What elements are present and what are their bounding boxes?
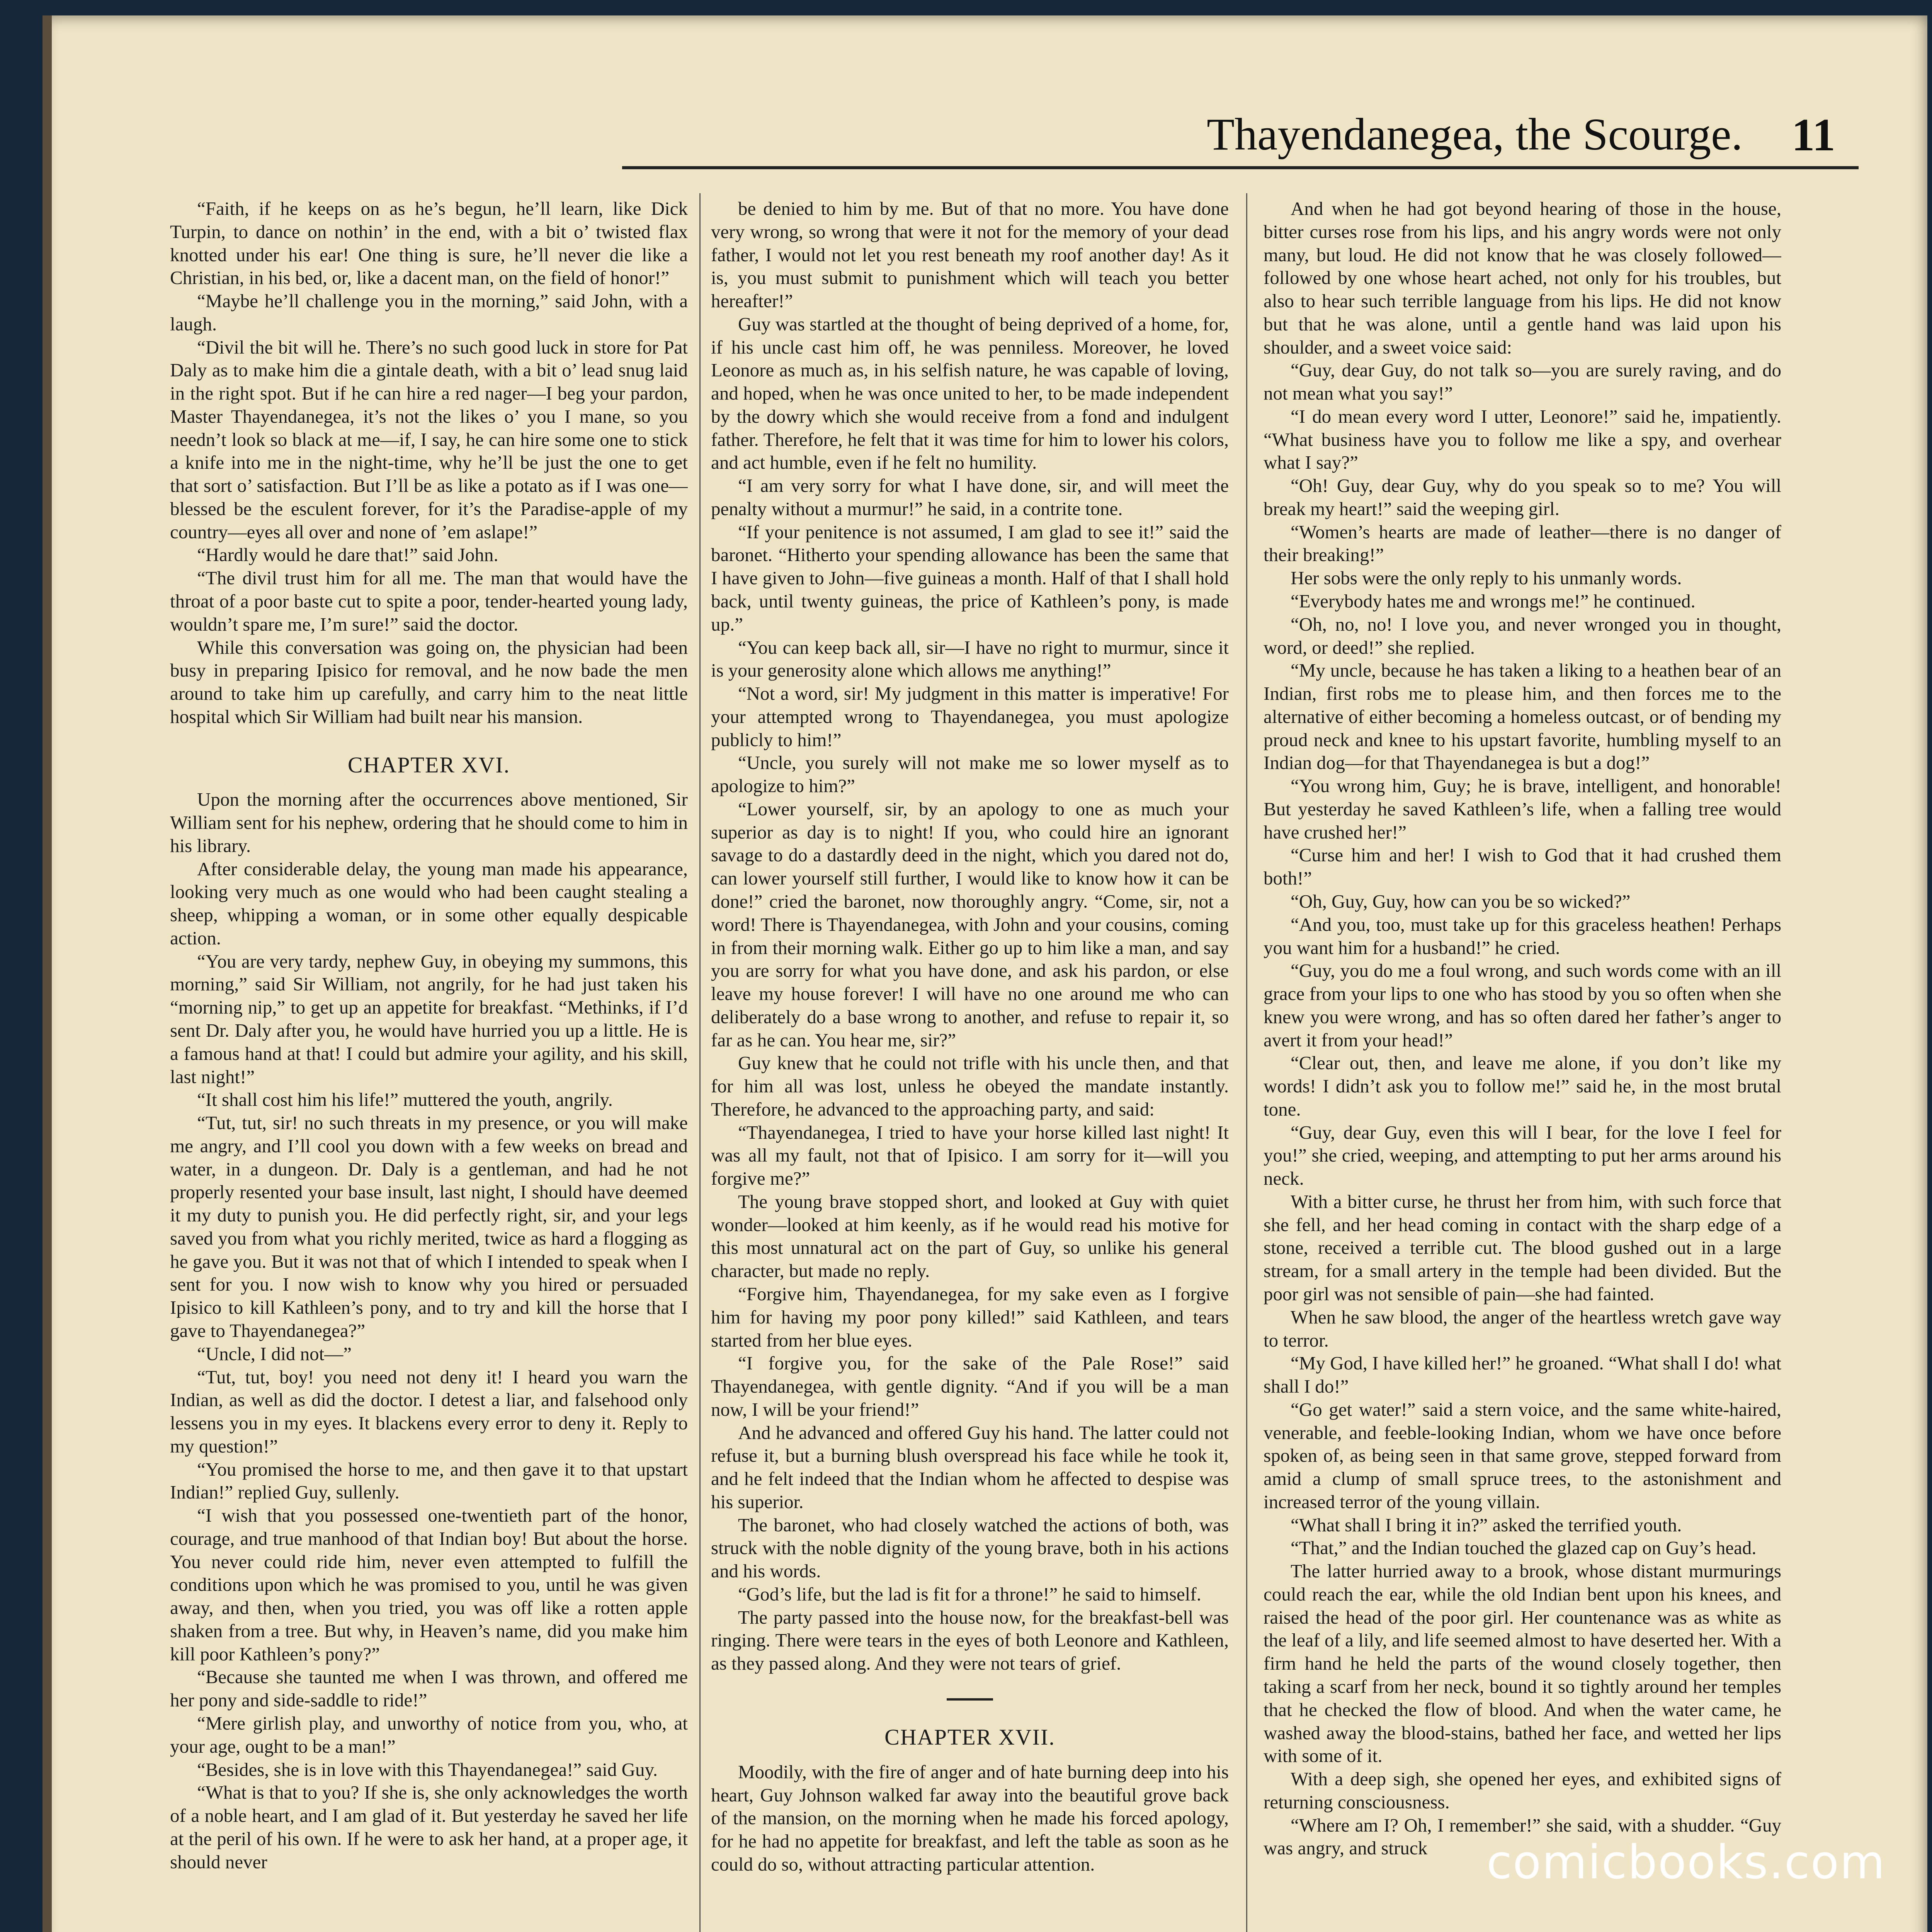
paragraph: “Oh, no, no! I love you, and never wronged you in thought, word, or deed!” she replied. <box>1264 613 1781 658</box>
paragraph: After considerable delay, the young man made his appearance, looking very much as one would who had been caught stealing a sheep, whipping a woman, or in some other equally despicable action. <box>170 858 688 949</box>
paragraph: “Hardly would he dare that!” said John. <box>197 544 498 566</box>
paragraph: “You can keep back all, sir—I have no right to murmur, since it is your generosity alone which allows me anything!” <box>711 636 1229 681</box>
paragraph: “Go get water!” said a stern voice, and the same white-haired, venerable, and feeble-looking Indian, whom we have once before spoken of, as being seen in that same grove, stepped forward from amid a clump of small spruce trees, to the astonishment and increased terror of the young villain. <box>1264 1398 1781 1512</box>
paragraph: And he advanced and offered Guy his hand. The latter could not refuse it, but a burning blush overspread his face while he took it, and he felt indeed that the Indian whom he affected to despise was his superior. <box>711 1422 1229 1512</box>
watermark: comicbooks.com <box>1486 1836 1886 1889</box>
paragraph: “Guy, dear Guy, even this will I bear, for the love I feel for you!” she cried, weeping, and attempting to put her arms around his neck. <box>1264 1121 1781 1189</box>
paragraph: “The divil trust him for all me. The man that would have the throat of a poor baste cut to spite a poor, tender-hearted young lady, wouldn’t spare me, I’m sure!” said the doctor. <box>170 567 688 635</box>
column-1-text <box>170 197 688 728</box>
paragraph: “Tut, tut, boy! you need not deny it! I heard you warn the Indian, as well as did the doctor. I detest a liar, and falsehood only lessens you in my eyes. It blackens every error to deny it. Reply to my question!” <box>170 1366 688 1457</box>
paragraph: Guy knew that he could not trifle with his uncle then, and that for him all was lost, unless he obeyed the mandate instantly. Therefore, he advanced to the approaching party, and said: <box>711 1052 1229 1120</box>
page-header <box>622 104 1859 169</box>
paragraph: With a bitter curse, he thrust her from him, with such force that she fell, and her head coming in contact with the sharp edge of a stone, received a terrible cut. The blood gushed out in a large stream, for a small artery in the temple had been divided. But the poor girl was not sensible of pain—she had fainted. <box>1264 1190 1781 1304</box>
paragraph: “Oh! Guy, dear Guy, why do you speak so to me? You will break my heart!” said the weeping girl. <box>1264 475 1781 519</box>
paragraph: “What is that to you? If she is, she only acknowledges the worth of a noble heart, and I am glad of it. But yesterday he saved her life at the peril of his own. If he were to ask her hand, at a proper age, it should never <box>170 1782 688 1872</box>
paragraph: Moodily, with the fire of anger and of hate burning deep into his heart, Guy Johnson walked far away into the beautiful grove back of the mansion, on the morning when he made his forced apology, for he had no appetite for breakfast, and left the table as soon as he could do so, without attracting particular attention. <box>711 1761 1229 1875</box>
column-1 <box>170 197 688 1932</box>
section-separator <box>947 1698 993 1701</box>
paragraph: “Mere girlish play, and unworthy of notice from you, who, at your age, ought to be a man!” <box>170 1712 688 1757</box>
page-number: 11 <box>1791 109 1835 160</box>
paragraph: “Women’s hearts are made of leather—there is no danger of their breaking!” <box>1264 521 1781 566</box>
paragraph: “Guy, you do me a foul wrong, and such words come with an ill grace from your lips to one who has stood by you so often when she knew you were wrong, and has so often dared her father’s anger to avert it from your head!” <box>1264 960 1781 1051</box>
paragraph: The young brave stopped short, and looked at Guy with quiet wonder—looked at him keenly, as if he would read his motive for this most unnatural act on the part of Guy, so unlike his general character, but made no reply. <box>711 1190 1229 1282</box>
paragraph: “Guy, dear Guy, do not talk so—you are surely raving, and do not mean what you say!” <box>1264 359 1781 404</box>
paragraph: While this conversation was going on, the physician had been busy in preparing Ipisico for removal, and he now bade the men around to take him up carefully, and carry him to the neat little hospital which Sir William had built near his mansion. <box>170 636 688 727</box>
paragraph: “Everybody hates me and wrongs me!” he continued. <box>1291 590 1696 612</box>
paragraph: “Tut, tut, sir! no such threats in my presence, or you will make me angry, and I’ll cool you down with a few weeks on bread and water, in a dungeon. Dr. Daly is a gentleman, and had he not properly resented your base insult, last night, I should have deemed it my duty to punish you. He did perfectly right, sir, and your legs saved you from what you richly merited, twice as hard a flogging as he gave you. But it was not that of which I intended to speak when I sent for you. I now wish to know why you hired or persuaded Ipisico to kill Kathleen’s pony, and to try and kill the horse that I gave to Thayendanegea?” <box>170 1112 688 1341</box>
paragraph: “You promised the horse to me, and then gave it to that upstart Indian!” replied Guy, sullenly. <box>170 1458 688 1503</box>
paragraph: “If your penitence is not assumed, I am glad to see it!” said the baronet. “Hitherto your spending allowance has been the same that I have given to John—five guineas a month. Half of that I shall hold back, until twenty guineas, the price of Kathleen’s pony, is made up.” <box>711 521 1229 635</box>
paragraph: “Faith, if he keeps on as he’s begun, he’ll learn, like Dick Turpin, to dance on nothin’ in the end, with a bit o’ twisted flax knotted under his ear! One thing is sure, he’ll never die like a Christian, in his bed, or, like a dacent man, on the field of honor!” <box>170 198 688 289</box>
paragraph: “Uncle, I did not—” <box>197 1343 352 1364</box>
column-3 <box>1264 197 1781 1932</box>
column-2-text-continued <box>711 1760 1229 1876</box>
paragraph: “I wish that you possessed one-twentieth part of the honor, courage, and true manhood of that Indian boy! But about the horse. You never could ride him, never even attempted to fulfill the conditions upon which he was promised to you, until he was given away, and then, when you tried, you was off like a rotten apple shaken from a tree. But why, in Heaven’s name, did you make him kill poor Kathleen’s pony?” <box>170 1505 688 1665</box>
paragraph: “God’s life, but the lad is fit for a throne!” he said to himself. <box>738 1583 1201 1605</box>
paragraph: Her sobs were the only reply to his unmanly words. <box>1291 567 1682 589</box>
chapter-heading-xvii: CHAPTER XVII. <box>884 1725 1055 1750</box>
binding-edge <box>43 15 52 1932</box>
paragraph: “You are very tardy, nephew Guy, in obeying my summons, this morning,” said Sir William, not angrily, for he had just taken his “morning nip,” to get up an appetite for breakfast. “Methinks, if I’d sent Dr. Daly after you, he would have hurried you up a little. He is a famous hand at that! I could but admire your agility, and his skill, last night!” <box>170 950 688 1087</box>
paragraph: The latter hurried away to a brook, whose distant murmurings could reach the ear, while the old Indian bent upon his knees, and raised the head of the poor girl. Her countenance was as white as the leaf of a lily, and life seemed almost to have deserted her. With a firm hand he held the parts of the wound closely together, then taking a scarf from her neck, bound it so tightly around her temples that he checked the flow of blood. And when the water came, he washed away the blood-stains, bathed her face, and wetted her lips with some of it. <box>1264 1560 1781 1767</box>
paragraph: “Uncle, you surely will not make me so lower myself as to apologize to him?” <box>711 752 1229 797</box>
paragraph: With a deep sigh, she opened her eyes, and exhibited signs of returning consciousness. <box>1264 1768 1781 1813</box>
paragraph: The party passed into the house now, for the breakfast-bell was ringing. There were tears in the eyes of both Leonore and Kathleen, as they passed along. And they were not tears of grief. <box>711 1606 1229 1674</box>
column-2 <box>711 197 1229 1932</box>
column-rule-1 <box>699 193 701 1932</box>
paragraph: “It shall cost him his life!” muttered the youth, angrily. <box>197 1089 613 1111</box>
paragraph: “Divil the bit will he. There’s no such good luck in store for Pat Daly as to make him die a gintale death, with a bit o’ lead snug laid in the right spot. But if he can hire a red nager—I beg your pardon, Master Thayendanegea, it’s not the likes o’ you I mane, so you needn’t look so black at me—if, I say, he can hire some one to stick a knife into me in the night-time, why he’ll be just the one to get that sort o’ satisfaction. But I’ll be as like a potato as if I was one—blessed be the esculent forever, for it’s the Paradise-apple of my country—eyes all over and none of ’em aslape!” <box>170 336 688 543</box>
column-1-text-continued <box>170 788 688 1873</box>
paragraph: be denied to him by me. But of that no more. You have done very wrong, so wrong that were it not for the memory of your dead father, I would not let you rest beneath my roof another day! As it is, you must submit to punishment which will teach you better hereafter!” <box>711 198 1229 312</box>
paragraph: “Besides, she is in love with this Thayendanegea!” said Guy. <box>197 1759 658 1780</box>
paragraph: “I forgive you, for the sake of the Pale Rose!” said Thayendanegea, with gentle dignity. “And if you will be a man now, I will be your friend!” <box>711 1352 1229 1420</box>
paragraph: “I do mean every word I utter, Leonore!” said he, impatiently. “What business have you to follow me like a spy, and overhear what I say?” <box>1264 405 1781 473</box>
chapter-heading-xvi: CHAPTER XVI. <box>347 752 510 777</box>
paragraph: “Curse him and her! I wish to God that it had crushed them both!” <box>1264 844 1781 889</box>
paragraph: Guy was startled at the thought of being deprived of a home, for, if his uncle cast him off, he was penniless. Moreover, he loved Leonore as much as, in his selfish nature, he was capable of loving, and hoped, when he was once united to her, to be made independent by the dowry which she would receive from a fond and indulgent father. Therefore, he felt that it was time for him to lower his colors, and act humble, even if he felt no humility. <box>711 313 1229 473</box>
paragraph: “That,” and the Indian touched the glazed cap on Guy’s head. <box>1291 1537 1757 1559</box>
column-3-text <box>1264 197 1781 1860</box>
paragraph: “My God, I have killed her!” he groaned. “What shall I do! what shall I do!” <box>1264 1352 1781 1397</box>
paragraph: “Maybe he’ll challenge you in the morning,” said John, with a laugh. <box>170 290 688 335</box>
paragraph: And when he had got beyond hearing of those in the house, bitter curses rose from his lips, and his angry words were not only many, but loud. He did not know that he was closely followed—followed by one whose heart ached, not only for his troubles, but also to hear such terrible language from his lips. He did not know but that he was alone, until a gentle hand was laid upon his shoulder, and a sweet voice said: <box>1264 198 1781 358</box>
running-title: Thayendanegea, the Scourge. <box>1206 109 1743 160</box>
paragraph: “My uncle, because he has taken a liking to a heathen bear of an Indian, first robs me to please him, and then forces me to the alternative of either becoming a homeless outcast, or of bending my proud neck and knee to his upstart favorite, humbling myself to an Indian dog—for that Thayendanegea is but a dog!” <box>1264 660 1781 774</box>
column-2-text <box>711 197 1229 1675</box>
paragraph: The baronet, who had closely watched the actions of both, was struck with the noble dignity of the young brave, both in his actions and his words. <box>711 1514 1229 1582</box>
newspaper-page <box>43 15 1927 1932</box>
column-rule-2 <box>1246 193 1247 1932</box>
paragraph: “And you, too, must take up for this graceless heathen! Perhaps you want him for a husband!” he cried. <box>1264 913 1781 958</box>
paragraph: “Not a word, sir! My judgment in this matter is imperative! For your attempted wrong to Thayendanegea, you must apologize publicly to him!” <box>711 683 1229 750</box>
paragraph: When he saw blood, the anger of the heartless wretch gave way to terror. <box>1264 1306 1781 1351</box>
paragraph: “Lower yourself, sir, by an apology to one as much your superior as day is to night! If you, who could hire an ignorant savage to do a dastardly deed in the night, which you dared not do, can lower yourself still further, I would like to know how it can be done!” cried the baronet, now thoroughly angry. “Come, sir, not a word! There is Thayendanegea, with John and your cousins, coming in from their morning walk. Either go up to him like a man, and say you are sorry for what you have done, and ask his pardon, or else leave my house forever! I will have no one around me who can deliberately do a base wrong to another, and refuse to repair it, so far as he can. You hear me, sir?” <box>711 798 1229 1051</box>
paragraph: “I am very sorry for what I have done, sir, and will meet the penalty without a murmur!” he said, in a contrite tone. <box>711 475 1229 519</box>
paragraph: “What shall I bring it in?” asked the terrified youth. <box>1291 1514 1682 1536</box>
paragraph: “Thayendanegea, I tried to have your horse killed last night! It was all my fault, not that of Ipisico. I am sorry for it—will you forgive me?” <box>711 1121 1229 1189</box>
paragraph: “You wrong him, Guy; he is brave, intelligent, and honorable! But yesterday he saved Kathleen’s life, when a falling tree would have crushed her!” <box>1264 775 1781 843</box>
paragraph: “Where am I? Oh, I remember!” she said, with a shudder. “Guy was angry, and struck <box>1264 1814 1781 1859</box>
paragraph: “Oh, Guy, Guy, how can you be so wicked?” <box>1291 890 1631 912</box>
paragraph: “Forgive him, Thayendanegea, for my sake even as I forgive him for having my poor pony killed!” said Kathleen, and tears started from her blue eyes. <box>711 1283 1229 1351</box>
paragraph: “Clear out, then, and leave me alone, if you don’t like my words! I didn’t ask you to follow me!” said he, in the most brutal tone. <box>1264 1052 1781 1120</box>
paragraph: “Because she taunted me when I was thrown, and offered me her pony and side-saddle to ride!” <box>170 1666 688 1711</box>
paragraph: Upon the morning after the occurrences above mentioned, Sir William sent for his nephew, ordering that he should come to him in his library. <box>170 789 688 856</box>
